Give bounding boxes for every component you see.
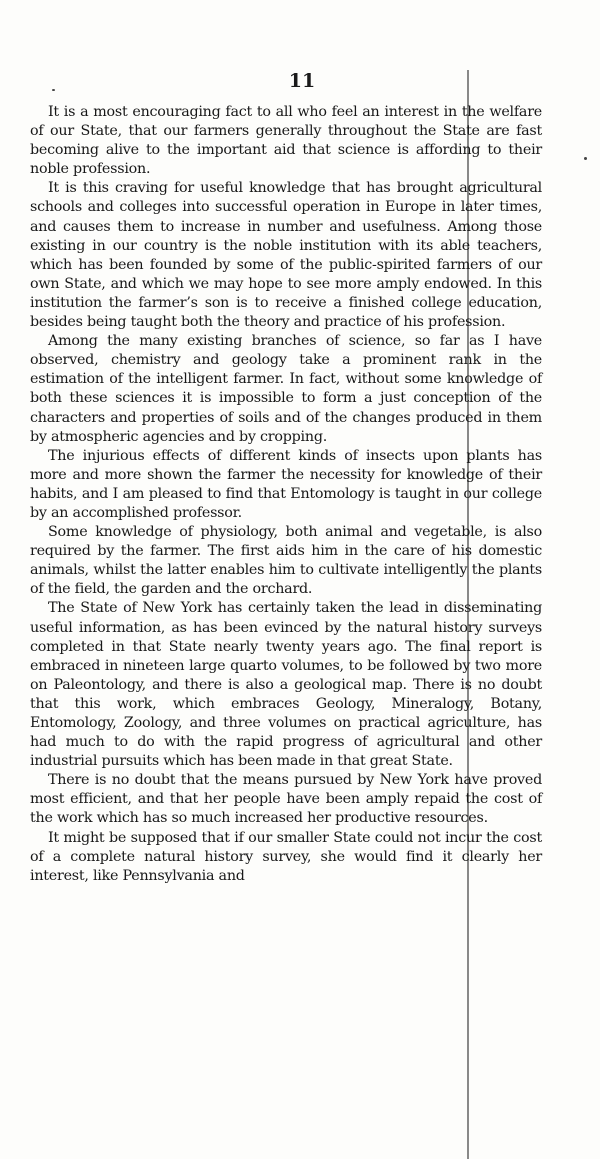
body-text [30, 103, 542, 886]
paragraph: There is no doubt that the means pursued by New York have proved most efficient, and that her people have been amply repaid the cost of the work which has so much increased her productive resources. [30, 772, 542, 827]
paragraph: It is this craving for useful knowledge that has brought agricultural schools and colleges into successful operation in Europe in later times, and causes them to increase in number and usefulness. Among those existing in our country is the noble institution with its able teachers, which has been founded by some of the public-spirited farmers of our own State, and which we may hope to see more amply endowed. In this institution the farmer’s son is to receive a finished college education, besides being taught both the theory and practice of his profession. [30, 180, 542, 331]
paragraph: It might be supposed that if our smaller State could not incur the cost of a complete natural history survey, she would find it clearly her interest, like Pennsylvania and [30, 829, 542, 884]
paragraph: It is a most encouraging fact to all who feel an interest in the welfare of our State, that our farmers generally throughout the State are fast becoming alive to the important aid that science is affording to their noble profession. [30, 104, 542, 178]
paragraph: The injurious effects of different kinds of insects upon plants has more and more shown the farmer the necessity for knowledge of their habits, and I am pleased to find that Entomology is taught in our college by an accomplished professor. [30, 447, 542, 521]
scan-speck [584, 157, 587, 160]
paragraph: The State of New York has certainly taken the lead in disseminating useful information, as has been evinced by the natural history surveys completed in that State nearly twenty years ago. The final report is embraced in nineteen large quarto volumes, to be followed by two more on Paleontology, and there is also a geological map. There is no doubt that this work, which embraces Geology, Mineralogy, Botany, Entomology, Zoology, and three volumes on practical agriculture, has had much to do with the rapid progress of agricultural and other industrial pursuits which has been made in that great State. [30, 600, 542, 770]
paragraph: Some knowledge of physiology, both animal and vegetable, is also required by the farmer. The first aids him in the care of his domestic animals, whilst the latter enables him to cultivate intelligently the plants of the field, the garden and the orchard. [30, 524, 542, 598]
paragraph: Among the many existing branches of science, so far as I have observed, chemistry and geology take a prominent rank in the estimation of the intelligent farmer. In fact, without some knowledge of both these sciences it is impossible to form a just conception of the characters and properties of soils and of the changes produced in them by atmospheric agencies and by cropping. [30, 333, 542, 445]
page-number: 11 [288, 70, 316, 92]
